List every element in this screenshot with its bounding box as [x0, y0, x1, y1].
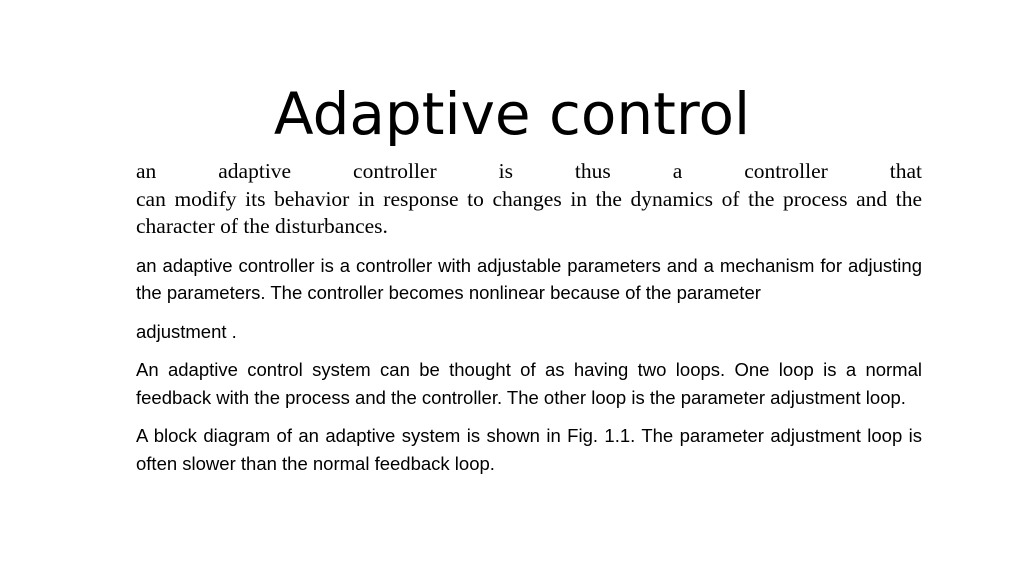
slide-body: [136, 158, 922, 488]
slide-title: Adaptive control: [273, 80, 751, 148]
paragraph-definition-rest: can modify its behavior in response to changes in the dynamics of the process and the character of the disturbances.: [136, 186, 922, 238]
paragraph-definition-line1: an adaptive controller is thus a controller that: [136, 159, 922, 183]
paragraph-two-loops: An adaptive control system can be thought of as having two loops. One loop is a normal feedback with the process and the controller. The other loop is the parameter adjustment loop.: [136, 359, 922, 408]
paragraph-adjustable-parameters: an adaptive controller is a controller with adjustable parameters and a mechanism for adjusting the parameters. The controller becomes nonlinear because of the parameter: [136, 254, 922, 303]
paragraph-adjustment: adjustment .: [136, 320, 237, 342]
paragraph-definition: [136, 158, 922, 241]
paragraph-block-diagram: A block diagram of an adaptive system is shown in Fig. 1.1. The parameter adjustment loop is often slower than the normal feedback loop.: [136, 425, 922, 474]
